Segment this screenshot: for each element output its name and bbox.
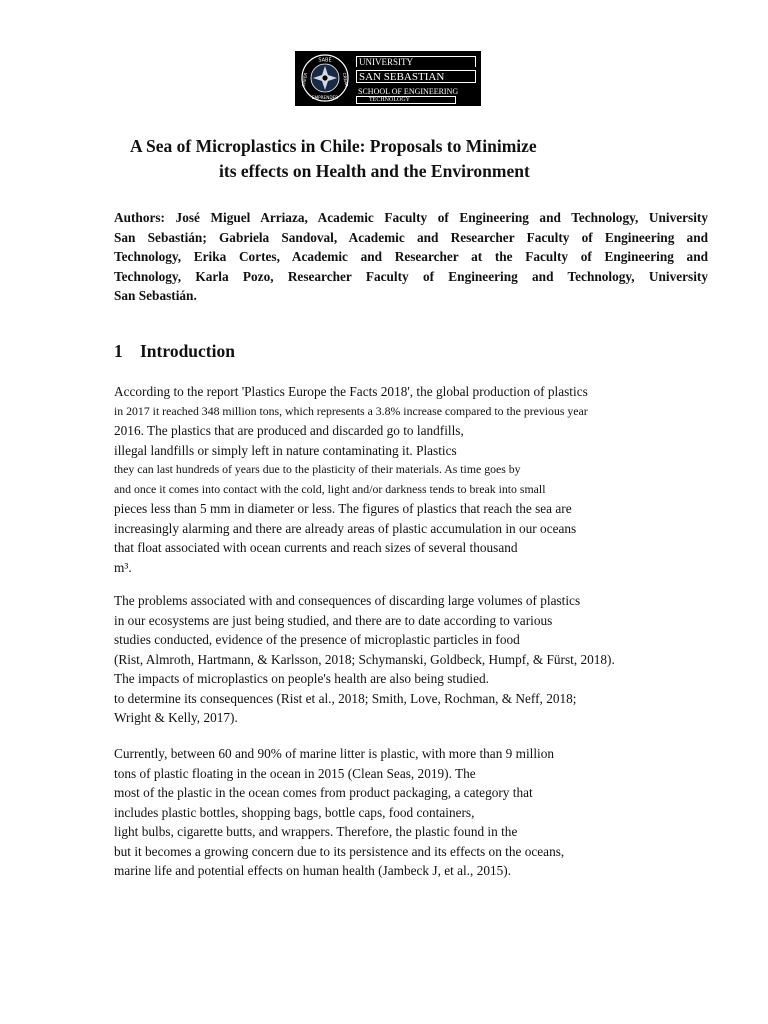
title-line-1: A Sea of Microplastics in Chile: Proposals to Minimize — [130, 136, 537, 156]
paragraph-line: m³. — [114, 559, 132, 575]
university-name: SAN SEBASTIAN — [356, 70, 476, 83]
section-number: 1 — [114, 341, 123, 361]
seal-text-bottom: EMPRENDER — [311, 95, 339, 100]
paragraph-1 — [114, 382, 684, 577]
paragraph-line: tons of plastic floating in the ocean in 2015 (Clean Seas, 2019). The — [114, 765, 476, 781]
paragraph-line: According to the report 'Plastics Europe the Facts 2018', the global production of plastics — [114, 384, 588, 399]
paragraph-line: The impacts of microplastics on people's health are also being studied. — [114, 671, 489, 686]
paragraph-line: they can last hundreds of years due to the plasticity of their materials. As time goes by — [114, 462, 521, 476]
paragraph-line: marine life and potential effects on human health (Jambeck J, et al., 2015). — [114, 863, 512, 878]
paragraph-line: to determine its consequences (Rist et al., 2018; Smith, Love, Rochman, & Neff, 2018; — [114, 690, 577, 706]
university-header-logo — [295, 51, 481, 106]
authors-line: Authors: José Miguel Arriaza, Academic Faculty of Engineering and Technology, University — [114, 210, 708, 225]
paragraph-line: includes plastic bottles, shopping bags, bottle caps, food containers, — [114, 804, 475, 820]
paragraph-line: illegal landfills or simply left in nature contaminating it. Plastics — [114, 442, 457, 458]
paragraph-line: Wright & Kelly, 2017). — [114, 710, 238, 725]
paragraph-line: and once it comes into contact with the cold, light and/or darkness tends to break into small — [114, 481, 546, 496]
title-line-2: its effects on Health and the Environment — [219, 161, 530, 181]
paragraph-line: studies conducted, evidence of the presence of microplastic particles in food — [114, 632, 520, 647]
seal-text-right: CREAR — [341, 72, 349, 88]
paragraph-line: Currently, between 60 and 90% of marine litter is plastic, with more than 9 million — [114, 746, 555, 761]
authors-line: San Sebastián; Gabriela Sandoval, Academic and Researcher Faculty of Engineering and — [114, 229, 708, 245]
university-seal-icon — [301, 54, 349, 102]
school-name-line2: TECHNOLOGY — [356, 96, 456, 104]
section-heading — [114, 340, 235, 362]
university-label: UNIVERSITY — [356, 56, 476, 67]
authors-line: Technology, Karla Pozo, Researcher Faculty of Engineering and Technology, University — [114, 268, 708, 284]
seal-text-top: SABE — [318, 57, 332, 64]
paragraph-line: in 2017 it reached 348 million tons, which represents a 3.8% increase compared to the previous year — [114, 403, 588, 418]
paragraph-line: increasingly alarming and there are already areas of plastic accumulation in our oceans — [114, 520, 577, 536]
authors-line: San Sebastián. — [114, 288, 197, 304]
seal-text-left: CREER — [301, 72, 309, 88]
authors-block — [114, 208, 708, 306]
paragraph-line: (Rist, Almroth, Hartmann, & Karlsson, 2018; Schymanski, Goldbeck, Humpf, & Fürst, 2018). — [114, 651, 615, 667]
authors-line: Technology, Erika Cortes, Academic and Researcher at the Faculty of Engineering and — [114, 249, 708, 265]
paragraph-3 — [114, 744, 684, 881]
paragraph-line: light bulbs, cigarette butts, and wrappers. Therefore, the plastic found in the — [114, 824, 518, 839]
paragraph-line: in our ecosystems are just being studied, and there are to date according to various — [114, 612, 553, 628]
paragraph-line: but it becomes a growing concern due to its persistence and its effects on the oceans, — [114, 843, 565, 859]
paragraph-line: that float associated with ocean currents and reach sizes of several thousand — [114, 540, 518, 555]
paragraph-line: 2016. The plastics that are produced and discarded go to landfills, — [114, 423, 464, 438]
section-title: Introduction — [140, 341, 235, 361]
school-name-line1: SCHOOL OF ENGINEERING — [356, 88, 476, 96]
paragraph-line: The problems associated with and consequences of discarding large volumes of plastics — [114, 593, 581, 608]
paragraph-2 — [114, 591, 684, 728]
paragraph-line: pieces less than 5 mm in diameter or less. The figures of plastics that reach the sea are — [114, 501, 572, 516]
paragraph-line: most of the plastic in the ocean comes from product packaging, a category that — [114, 785, 533, 800]
